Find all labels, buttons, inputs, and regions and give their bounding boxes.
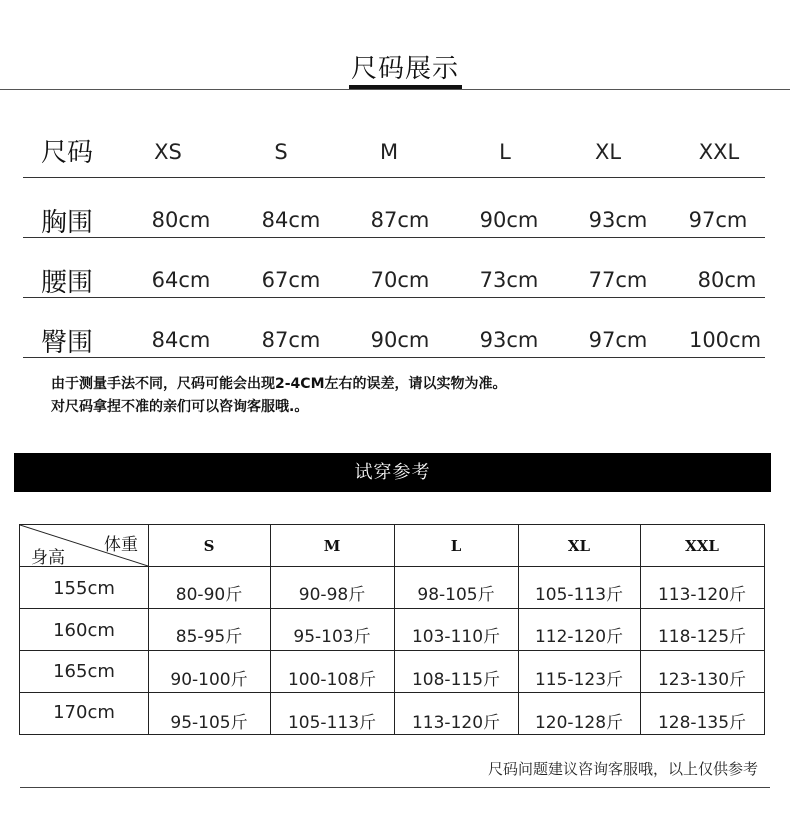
row-divider	[20, 608, 764, 609]
table-cell: 97cm	[588, 328, 648, 352]
size-header-xxl: XXL	[698, 140, 740, 164]
customer-service-note: 对尺码拿捏不准的亲们可以咨询客服哦.。	[51, 399, 309, 415]
size-row-waist	[23, 238, 765, 298]
table-cell: 80cm	[697, 268, 757, 292]
table-cell: 90cm	[479, 208, 539, 232]
weight-corner-label: 体重	[104, 535, 138, 555]
table-cell: 128-135斤	[657, 713, 747, 733]
height-label: 170cm	[53, 702, 115, 723]
height-label: 165cm	[53, 661, 115, 682]
height-label: 160cm	[53, 620, 115, 641]
row-divider	[20, 692, 764, 693]
table-cell: 115-123斤	[534, 670, 624, 690]
table-cell: 84cm	[151, 328, 211, 352]
height-label: 155cm	[53, 578, 115, 599]
row-divider	[20, 566, 764, 567]
tryon-header-s: S	[203, 537, 215, 555]
table-cell: 103-110斤	[411, 627, 501, 647]
row-divider	[20, 650, 764, 651]
table-cell: 108-115斤	[411, 670, 501, 690]
size-display-title: 尺码展示	[350, 54, 459, 84]
table-cell: 67cm	[261, 268, 321, 292]
size-chart-header-row	[23, 118, 765, 178]
table-cell: 85-95斤	[175, 627, 243, 647]
size-header-l: L	[499, 140, 511, 164]
table-cell: 105-113斤	[534, 585, 624, 605]
table-cell: 93cm	[588, 208, 648, 232]
tryon-header-xxl: XXL	[685, 537, 719, 555]
table-cell: 95-105斤	[170, 713, 248, 733]
table-cell: 80-90斤	[175, 585, 243, 605]
title-divider	[0, 89, 790, 90]
size-header-s: S	[274, 140, 288, 164]
table-cell: 123-130斤	[657, 670, 747, 690]
tryon-header-m: M	[323, 537, 341, 555]
size-header-xs: XS	[154, 140, 182, 164]
table-cell: 98-105斤	[417, 585, 495, 605]
table-cell: 120-128斤	[534, 713, 624, 733]
row-label-hip: 臀围	[41, 328, 94, 358]
row-label-chest: 胸围	[41, 208, 94, 238]
table-cell: 87cm	[370, 208, 430, 232]
bottom-divider	[20, 787, 770, 788]
table-cell: 113-120斤	[657, 585, 747, 605]
size-chart	[23, 118, 765, 358]
tryon-table	[19, 524, 765, 735]
size-header-m: M	[379, 140, 399, 164]
table-cell: 95-103斤	[293, 627, 371, 647]
table-cell: 70cm	[370, 268, 430, 292]
table-cell: 84cm	[261, 208, 321, 232]
table-cell: 90cm	[370, 328, 430, 352]
table-cell: 77cm	[588, 268, 648, 292]
table-cell: 118-125斤	[657, 627, 747, 647]
measurement-note: 由于测量手法不同，尺码可能会出现2-4CM左右的误差，请以实物为准。	[51, 376, 507, 392]
table-cell: 80cm	[151, 208, 211, 232]
table-cell: 112-120斤	[534, 627, 624, 647]
table-cell: 100-108斤	[287, 670, 377, 690]
size-header-xl: XL	[594, 140, 622, 164]
size-header-label: 尺码	[41, 138, 94, 168]
table-cell: 100cm	[688, 328, 762, 352]
table-cell: 105-113斤	[287, 713, 377, 733]
table-cell: 87cm	[261, 328, 321, 352]
row-label-waist: 腰围	[41, 268, 94, 298]
tryon-header-xl: XL	[567, 537, 591, 555]
size-row-chest	[23, 178, 765, 238]
table-cell: 97cm	[688, 208, 748, 232]
size-row-hip	[23, 298, 765, 358]
tryon-reference-banner: 试穿参考	[14, 453, 771, 492]
footer-reference-note: 尺码问题建议咨询客服哦，以上仅供参考	[487, 760, 758, 778]
table-cell: 93cm	[479, 328, 539, 352]
table-cell: 90-100斤	[170, 670, 248, 690]
title-underline-accent	[349, 85, 462, 89]
tryon-header-l: L	[450, 537, 462, 555]
table-cell: 73cm	[479, 268, 539, 292]
height-corner-label: 身高	[31, 548, 65, 568]
table-cell: 90-98斤	[298, 585, 366, 605]
table-cell: 64cm	[151, 268, 211, 292]
table-cell: 113-120斤	[411, 713, 501, 733]
